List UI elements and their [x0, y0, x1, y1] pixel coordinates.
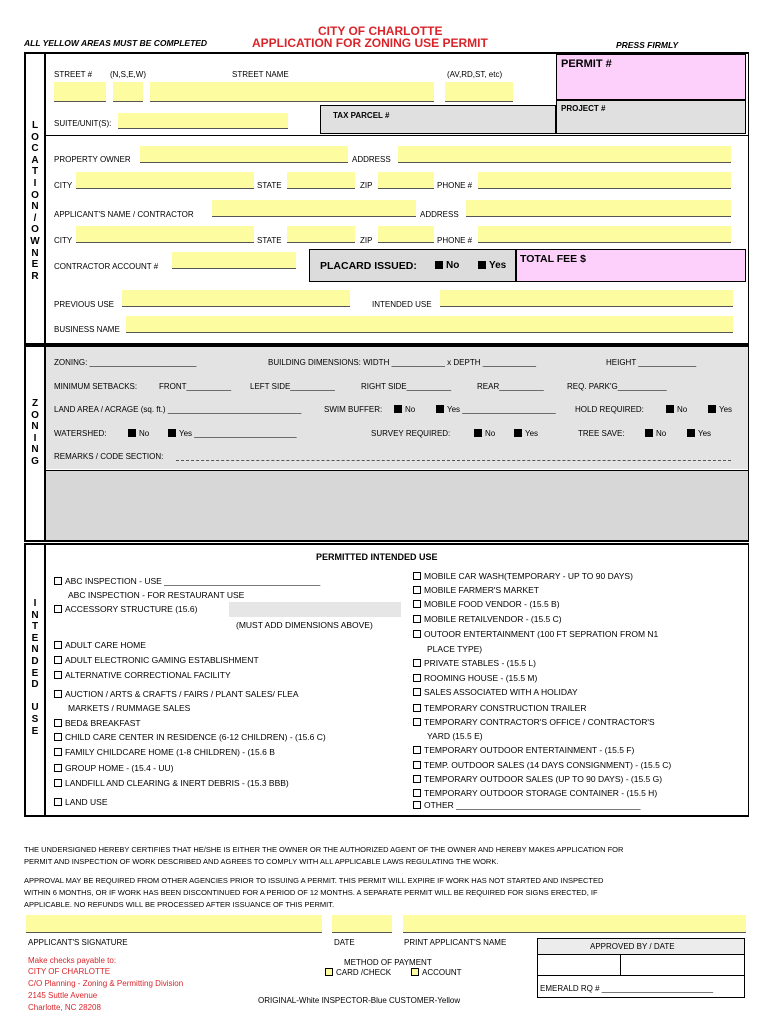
tree-no-checkbox[interactable] — [645, 429, 653, 437]
intended-right-item[interactable] — [413, 658, 536, 668]
approved-by-label: APPROVED BY / DATE — [590, 942, 675, 951]
intended-right-label: TEMPORARY CONSTRUCTION TRAILER — [424, 703, 587, 713]
placard-no-checkbox[interactable] — [435, 261, 443, 269]
intended-left-item[interactable] — [236, 620, 373, 630]
placard-box — [309, 249, 516, 282]
watershed-no-checkbox[interactable] — [128, 429, 136, 437]
right-setback-field[interactable]: RIGHT SIDE__________ — [361, 382, 452, 391]
intended-right-label: PLACE TYPE) — [427, 644, 483, 654]
intended-right-item[interactable] — [413, 614, 562, 624]
owner-label: PROPERTY OWNER — [54, 155, 131, 164]
date-label: DATE — [334, 938, 355, 947]
street-number-label: STREET # — [54, 70, 93, 79]
survey-no-label: No — [485, 429, 496, 438]
tax-parcel-box — [320, 105, 556, 134]
print-name-label: PRINT APPLICANT'S NAME — [404, 938, 507, 947]
account-label: ACCOUNT — [422, 968, 462, 977]
applicant-address-input[interactable] — [466, 200, 731, 217]
intended-right-label: OUTOOR ENTERTAINMENT (100 FT SEPRATION FROM N1 — [424, 629, 659, 639]
intended-left-label: ADULT ELECTRONIC GAMING ESTABLISHMENT — [65, 655, 259, 665]
intended-use-checkbox[interactable] — [54, 764, 62, 772]
intended-right-label: TEMPORARY OUTDOOR SALES (UP TO 90 DAYS) - (15.5 G) — [424, 774, 663, 784]
land-area-field[interactable]: LAND AREA / ACRAGE (sq. ft.) ______________________________ — [54, 405, 302, 414]
suffix-input[interactable] — [445, 82, 513, 102]
intended-left-label: GROUP HOME - (15.4 - UU) — [65, 763, 174, 773]
signature-input[interactable] — [26, 915, 322, 933]
intended-right-item[interactable] — [413, 717, 655, 727]
permit-label: PERMIT # — [561, 58, 612, 70]
setbacks-label: MINIMUM SETBACKS: — [54, 382, 138, 391]
left-setback-field[interactable]: LEFT SIDE__________ — [250, 382, 335, 391]
survey-required-label: SURVEY REQUIRED: — [371, 429, 451, 438]
intended-use-checkbox[interactable] — [413, 659, 421, 667]
address-label: ADDRESS — [352, 155, 391, 164]
applicant-zip-input[interactable] — [378, 226, 434, 243]
zoning-field[interactable]: ZONING: ________________________ — [54, 358, 197, 367]
applicant-city-label: CITY — [54, 236, 73, 245]
swim-yes-label: Yes _____________________ — [447, 405, 556, 414]
intended-use-checkbox[interactable] — [413, 761, 421, 769]
intended-left-label: LAND USE — [65, 797, 108, 807]
intended-left-label: ADULT CARE HOME — [65, 640, 146, 650]
payee-name: CITY OF CHARLOTTE — [28, 967, 111, 976]
intended-use-checkbox[interactable] — [413, 718, 421, 726]
intended-left-label: (MUST ADD DIMENSIONS ABOVE) — [236, 620, 373, 630]
intended-right-label: OTHER _______________________________________ — [424, 800, 641, 810]
method-of-payment-label: METHOD OF PAYMENT — [344, 958, 432, 967]
accessory-dimensions-input[interactable] — [229, 602, 401, 617]
suffix-label: (AV,RD,ST, etc) — [447, 70, 503, 79]
permit-box[interactable] — [556, 54, 746, 100]
placard-no-label: No — [446, 260, 460, 271]
address-input[interactable] — [398, 146, 731, 163]
city-label: CITY — [54, 181, 73, 190]
intended-use-checkbox[interactable] — [413, 586, 421, 594]
watershed-no-label: No — [139, 429, 150, 438]
intended-left-label: ACCESSORY STRUCTURE (15.6) — [65, 604, 198, 614]
intended-use-checkbox[interactable] — [54, 733, 62, 741]
applicant-city-input[interactable] — [76, 226, 254, 243]
intended-right-label: ROOMING HOUSE - (15.5 M) — [424, 673, 538, 683]
zoning-label: Z O N I N G — [31, 398, 39, 467]
emerald-rq-field[interactable]: EMERALD RQ # _________________________ — [540, 984, 714, 993]
intended-left-label: ABC INSPECTION - FOR RESTAURANT USE — [68, 590, 245, 600]
zip-input[interactable] — [378, 172, 434, 189]
intended-left-item[interactable] — [54, 604, 197, 614]
intended-right-item[interactable] — [427, 644, 482, 654]
header-notice: ALL YELLOW AREAS MUST BE COMPLETED — [24, 38, 208, 48]
copies-distribution: ORIGINAL-White INSPECTOR-Blue CUSTOMER-Yellow — [258, 996, 461, 1005]
intended-use-checkbox[interactable] — [413, 789, 421, 797]
intended-use-checkbox[interactable] — [413, 801, 421, 809]
watershed-yes-checkbox[interactable] — [168, 429, 176, 437]
intended-left-item[interactable] — [54, 640, 146, 650]
payee-street: 2145 Suttle Avenue — [28, 991, 98, 1000]
applicant-state-input[interactable] — [287, 226, 355, 243]
intended-left-label: LANDFILL AND CLEARING & INERT DEBRIS - (15.3 BBB) — [65, 778, 289, 788]
applicant-phone-label: PHONE # — [437, 236, 473, 245]
intended-left-item[interactable] — [54, 718, 141, 728]
intended-use-checkbox[interactable] — [413, 688, 421, 696]
intended-right-label: PRIVATE STABLES - (15.5 L) — [424, 658, 536, 668]
intended-left-item[interactable] — [54, 747, 275, 757]
intended-use-checkbox[interactable] — [54, 798, 62, 806]
intended-left-item[interactable] — [54, 797, 108, 807]
intended-left-item[interactable] — [54, 732, 326, 742]
applicant-state-label: STATE — [257, 236, 282, 245]
payee-city: Charlotte, NC 28208 — [28, 1003, 101, 1012]
height-field[interactable]: HEIGHT _____________ — [606, 358, 697, 367]
survey-yes-checkbox[interactable] — [514, 429, 522, 437]
approval-line-2: WITHIN 6 MONTHS, OR IF WORK HAS BEEN DISCONTINUED FOR A PERIOD OF 12 MONTHS. A SEPARATE PERMIT WILL BE REQUIRED FOR SIGNS ERECTED, IF — [24, 888, 598, 897]
owner-input[interactable] — [140, 146, 348, 163]
print-name-input[interactable] — [403, 915, 746, 933]
intended-left-label: MARKETS / RUMMAGE SALES — [68, 703, 191, 713]
total-fee-label: TOTAL FEE $ — [520, 253, 586, 265]
intended-use-title: PERMITTED INTENDED USE — [316, 552, 438, 562]
watershed-label: WATERSHED: — [54, 429, 107, 438]
intended-right-item[interactable] — [413, 760, 671, 770]
state-input[interactable] — [287, 172, 355, 189]
intended-use-checkbox[interactable] — [413, 746, 421, 754]
intended-right-item[interactable] — [413, 687, 578, 697]
form-title: APPLICATION FOR ZONING USE PERMIT — [252, 36, 488, 50]
state-label: STATE — [257, 181, 282, 190]
city-input[interactable] — [76, 172, 254, 189]
building-dimensions-field[interactable]: BUILDING DIMENSIONS: WIDTH ____________ x DEPTH ____________ — [268, 358, 537, 367]
intended-right-item[interactable] — [413, 629, 658, 639]
hold-required-label: HOLD REQUIRED: — [575, 405, 644, 414]
intended-right-label: MOBILE FARMER'S MARKET — [424, 585, 539, 595]
intended-right-label: TEMPORARY OUTDOOR ENTERTAINMENT - (15.5 F) — [424, 745, 635, 755]
suite-label: SUITE/UNIT(S): — [54, 119, 112, 128]
card-check-checkbox[interactable] — [325, 968, 333, 976]
suite-input[interactable] — [118, 113, 288, 129]
street-number-input[interactable] — [54, 82, 106, 102]
intended-right-item[interactable] — [413, 774, 662, 784]
intended-use-input[interactable] — [440, 290, 733, 307]
intended-left-label: BED& BREAKFAST — [65, 718, 141, 728]
street-name-input[interactable] — [150, 82, 434, 102]
zip-label: ZIP — [360, 181, 373, 190]
tax-parcel-label: TAX PARCEL # — [333, 111, 390, 120]
intended-right-item[interactable] — [413, 745, 634, 755]
intended-right-item[interactable] — [427, 731, 483, 741]
intended-left-label: ALTERNATIVE CORRECTIONAL FACILITY — [65, 670, 231, 680]
intended-left-label: FAMILY CHILDCARE HOME (1-8 CHILDREN) - (15.6 B — [65, 747, 275, 757]
intended-use-checkbox[interactable] — [413, 615, 421, 623]
placard-yes-label: Yes — [489, 260, 507, 271]
hold-no-checkbox[interactable] — [666, 405, 674, 413]
intended-use-checkbox[interactable] — [54, 656, 62, 664]
applicant-zip-label: ZIP — [360, 236, 373, 245]
swim-no-label: No — [405, 405, 416, 414]
intended-use-checkbox[interactable] — [413, 704, 421, 712]
press-firmly: PRESS FIRMLY — [616, 40, 679, 50]
intended-use-label: INTENDED USE — [372, 300, 432, 309]
watershed-yes-label: Yes _______________________ — [179, 429, 297, 438]
intended-right-label: MOBILE CAR WASH(TEMPORARY - UP TO 90 DAYS) — [424, 571, 633, 581]
phone-label: PHONE # — [437, 181, 473, 190]
intended-use-checkbox[interactable] — [54, 641, 62, 649]
swim-buffer-label: SWIM BUFFER: — [324, 405, 383, 414]
intended-left-label: ABC INSPECTION - USE _________________________________ — [65, 576, 321, 586]
project-box — [556, 100, 746, 134]
date-input[interactable] — [332, 915, 392, 933]
city-title: CITY OF CHARLOTTE — [318, 24, 443, 38]
intended-use-checkbox[interactable] — [413, 572, 421, 580]
intended-left-label: AUCTION / ARTS & CRAFTS / FAIRS / PLANT SALES/ FLEA — [65, 689, 299, 699]
intended-use-checkbox[interactable] — [413, 600, 421, 608]
parking-field[interactable]: REQ. PARK'G___________ — [567, 382, 667, 391]
intended-right-item[interactable] — [413, 673, 537, 683]
applicant-address-label: ADDRESS — [420, 210, 459, 219]
previous-use-input[interactable] — [122, 290, 350, 307]
phone-input[interactable] — [478, 172, 731, 189]
remarks-input[interactable] — [176, 460, 731, 461]
intended-left-item[interactable] — [54, 576, 320, 586]
business-name-input[interactable] — [126, 316, 733, 333]
survey-yes-label: Yes — [525, 429, 539, 438]
intended-right-item[interactable] — [413, 788, 657, 798]
card-check-label: CARD /CHECK — [336, 968, 392, 977]
swim-no-checkbox[interactable] — [394, 405, 402, 413]
signature-label: APPLICANT'S SIGNATURE — [28, 938, 128, 947]
approved-box — [537, 938, 745, 998]
certification-line-1: THE UNDERSIGNED HEREBY CERTIFIES THAT HE/SHE IS EITHER THE OWNER OR THE AUTHORIZED AGENT OF THE OWNER AND HEREBY MAKES APPLICATION FOR — [24, 845, 624, 854]
intended-use-checkbox[interactable] — [54, 605, 62, 613]
checks-payable-label: Make checks payable to: — [28, 956, 117, 965]
intended-use-checkbox[interactable] — [54, 577, 62, 585]
intended-use-checkbox[interactable] — [54, 719, 62, 727]
previous-use-label: PREVIOUS USE — [54, 300, 115, 309]
intended-right-label: TEMP. OUTDOOR SALES (14 DAYS CONSIGNMENT) - (15.5 C) — [424, 760, 672, 770]
intended-use-side-label: I N T E N D E D U S E — [31, 598, 39, 737]
hold-yes-label: Yes — [719, 405, 733, 414]
business-name-label: BUSINESS NAME — [54, 325, 120, 334]
intended-left-item[interactable] — [68, 703, 190, 713]
intended-right-item[interactable] — [413, 800, 640, 810]
hold-no-label: No — [677, 405, 688, 414]
placard-label: PLACARD ISSUED: — [320, 260, 417, 272]
certification-line-2: PERMIT AND INSPECTION OF WORK DESCRIBED AND AGREES TO COMPLY WITH ALL APPLICABLE LAWS REGULATING THE WORK. — [24, 857, 499, 866]
tree-save-label: TREE SAVE: — [578, 429, 625, 438]
account-checkbox[interactable] — [411, 968, 419, 976]
applicant-phone-input[interactable] — [478, 226, 731, 243]
intended-use-checkbox[interactable] — [54, 779, 62, 787]
intended-right-label: TEMPORARY OUTDOOR STORAGE CONTAINER - (15.5 H) — [424, 788, 658, 798]
intended-right-item[interactable] — [413, 703, 586, 713]
hold-yes-checkbox[interactable] — [708, 405, 716, 413]
total-fee-box[interactable] — [516, 249, 746, 282]
applicant-label: APPLICANT'S NAME / CONTRACTOR — [54, 210, 194, 219]
intended-use-checkbox[interactable] — [54, 671, 62, 679]
location-owner-label: L O C A T I O N / O W N E R — [30, 120, 40, 282]
intended-left-item[interactable] — [54, 655, 259, 665]
intended-use-checkbox[interactable] — [54, 690, 62, 698]
intended-left-item[interactable] — [54, 763, 173, 773]
intended-left-item[interactable] — [54, 778, 289, 788]
intended-right-label: SALES ASSOCIATED WITH A HOLIDAY — [424, 687, 578, 697]
swim-yes-checkbox[interactable] — [436, 405, 444, 413]
intended-left-label: CHILD CARE CENTER IN RESIDENCE (6-12 CHILDREN) - (15.6 C) — [65, 732, 326, 742]
intended-use-checkbox[interactable] — [413, 775, 421, 783]
tree-no-label: No — [656, 429, 667, 438]
intended-right-item[interactable] — [413, 599, 560, 609]
approval-line-1: APPROVAL MAY BE REQUIRED FROM OTHER AGENCIES PRIOR TO ISSUING A PERMIT. THIS PERMIT WILL EXPIRE IF WORK HAS NOT STARTED AND INSPECTED — [24, 876, 604, 885]
intended-right-label: MOBILE FOOD VENDOR - (15.5 B) — [424, 599, 560, 609]
intended-use-checkbox[interactable] — [413, 674, 421, 682]
intended-left-item[interactable] — [68, 590, 244, 600]
intended-right-item[interactable] — [413, 571, 633, 581]
intended-left-item[interactable] — [54, 670, 231, 680]
intended-use-checkbox[interactable] — [54, 748, 62, 756]
placard-yes-checkbox[interactable] — [478, 261, 486, 269]
contractor-account-input[interactable] — [172, 252, 296, 269]
tree-yes-label: Yes — [698, 429, 712, 438]
intended-right-label: YARD (15.5 E) — [427, 731, 483, 741]
direction-label: (N,S,E,W) — [110, 70, 146, 79]
intended-right-label: MOBILE RETAILVENDOR - (15.5 C) — [424, 614, 562, 624]
approval-line-3: APPLICABLE. NO REFUNDS WILL BE PROCESSED AFTER ISSUANCE OF THIS PERMIT. — [24, 900, 335, 909]
survey-no-checkbox[interactable] — [474, 429, 482, 437]
intended-right-label: TEMPORARY CONTRACTOR'S OFFICE / CONTRACTOR'S — [424, 717, 655, 727]
intended-left-item[interactable] — [54, 689, 299, 699]
remarks-label: REMARKS / CODE SECTION: — [54, 452, 164, 461]
front-setback-field[interactable]: FRONT__________ — [159, 382, 232, 391]
street-name-label: STREET NAME — [232, 70, 289, 79]
payee-division: C/O Planning - Zoning & Permitting Division — [28, 979, 184, 988]
intended-right-item[interactable] — [413, 585, 539, 595]
applicant-input[interactable] — [212, 200, 416, 217]
project-label: PROJECT # — [561, 104, 606, 113]
tree-yes-checkbox[interactable] — [687, 429, 695, 437]
direction-input[interactable] — [113, 82, 143, 102]
rear-setback-field[interactable]: REAR__________ — [477, 382, 544, 391]
intended-use-checkbox[interactable] — [413, 630, 421, 638]
contractor-account-label: CONTRACTOR ACCOUNT # — [54, 262, 159, 271]
